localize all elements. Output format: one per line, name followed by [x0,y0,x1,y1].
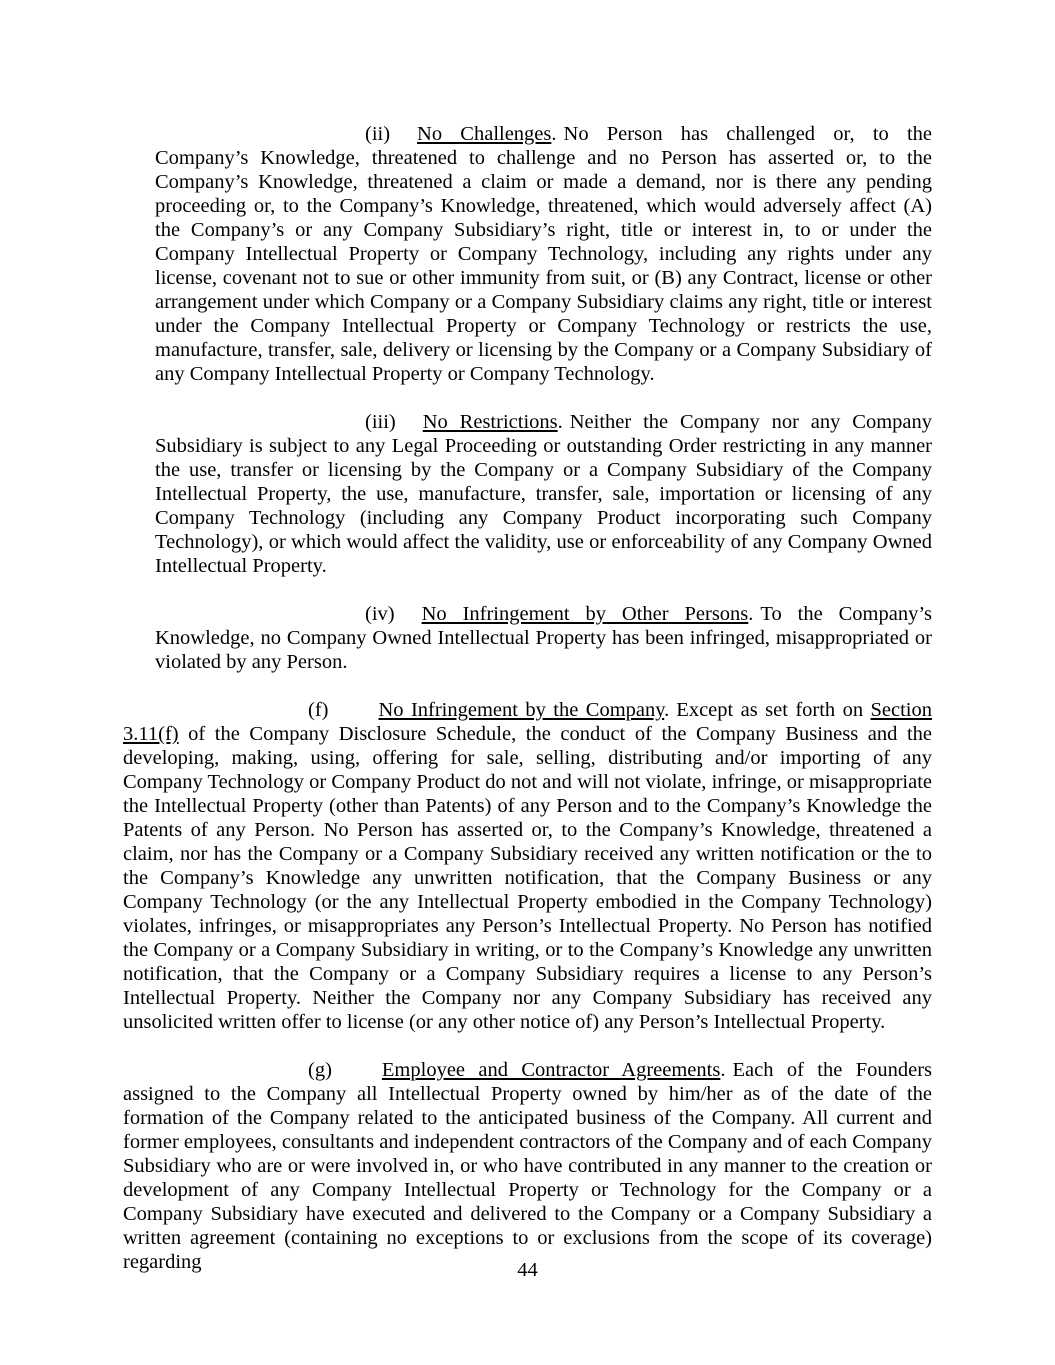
clause-heading: No Restrictions [422,411,558,433]
clause-heading: No Infringement by the Company [378,699,665,721]
paragraph-ii [155,122,932,386]
clause-body-lead: Except as set forth on [676,699,864,721]
clause-heading-period: . [557,411,563,433]
page-content [123,122,932,1298]
paragraph-iii [155,410,932,578]
clause-body: of the Company Disclosure Schedule, the conduct of the Company Business and the developing, making, using, offering for sale, selling, distributing and/or importing of any Company Technology or Company Product do not and will not violate, infringe, or misappropriate the Intellectual Property (other than Patents) of any Person and to the Company’s Knowledge the Patents of any Person. No Person has asserted or, to the Company’s Knowledge, threatened a claim, nor has the Company or a Company Subsidiary received any written notification or the to the Company’s Knowledge any unwritten notification, that the Company Business or any Company Technology (or the any Intellectual Property embodied in the Company Technology) violates, infringes, or misappropriates any Person’s Intellectual Property. No Person has notified the Company or a Company Subsidiary in writing, or to the Company’s Knowledge any unwritten notification, that the Company or a Company Subsidiary requires a license to any Person’s Intellectual Property. Neither the Company nor any Company Subsidiary has received any unsolicited written offer to license (or any other notice of) any Person’s Intellectual Property. [123,723,932,1033]
clause-label: (iv) [365,603,395,625]
clause-label: (iii) [365,411,396,433]
clause-heading-period: . [664,699,670,721]
clause-heading-period: . [551,123,557,145]
clause-body: Neither the Company nor any Company Subsidiary is subject to any Legal Proceeding or outstanding Order restricting in any manner the use, transfer or licensing by the Company or a Company Subsidiary of the Company Intellectual Property, the use, manufacture, transfer, sale, importation or licensing of any Company Technology (including any Company Product incorporating such Company Technology), or which would affect the validity, use or enforceability of any Company Owned Intellectual Property. [155,411,932,577]
clause-body: To the Company’s Knowledge, no Company Owned Intellectual Property has been infringed, misappropriated or violated by any Person. [155,603,933,673]
clause-label: (f) [308,699,329,721]
page-number: 44 [517,1259,538,1281]
clause-heading-period: . [720,1059,726,1081]
paragraph-f [123,698,932,1034]
clause-heading: No Challenges [417,123,552,145]
clause-body: Each of the Founders assigned to the Company all Intellectual Property owned by him/her as of the date of the formation of the Company related to the anticipated business of the Company. All current and former employees, consultants and independent contractors of the Company and of each Company Subsidiary who are or were involved in, or who have contributed in any manner to the creation or development of any Company Intellectual Property or Technology for the Company or a Company Subsidiary have executed and delivered to the Company or a Company Subsidiary a written agreement (containing no exceptions to or exclusions from the scope of its coverage) regarding [123,1059,932,1273]
clause-heading: No Infringement by Other Persons [421,603,749,625]
clause-heading-period: . [748,603,754,625]
clause-heading: Employee and Contractor Agreements [381,1059,721,1081]
clause-label: (ii) [365,123,391,145]
clause-body: No Person has challenged or, to the Company’s Knowledge, threatened to challenge and no Person has asserted or, to the Company’s Knowledge, threatened a claim or made a demand, nor is there any pending proceeding or, to the Company’s Knowledge, threatened, which would adversely affect (A) the Company’s or any Company Subsidiary’s right, title or interest in, to or under the Company Intellectual Property or Company Technology, including any rights under any license, covenant not to sue or other immunity from suit, or (B) any Contract, license or other arrangement under which Company or a Company Subsidiary claims any right, title or interest under the Company Intellectual Property or Company Technology or restricts the use, manufacture, transfer, sale, delivery or licensing by the Company or a Company Subsidiary of any Company Intellectual Property or Company Technology. [155,123,932,385]
section-reference: Section 3.11(f) [123,699,933,745]
paragraph-g [123,1058,932,1274]
clause-label: (g) [308,1059,332,1081]
paragraph-iv [155,602,932,674]
